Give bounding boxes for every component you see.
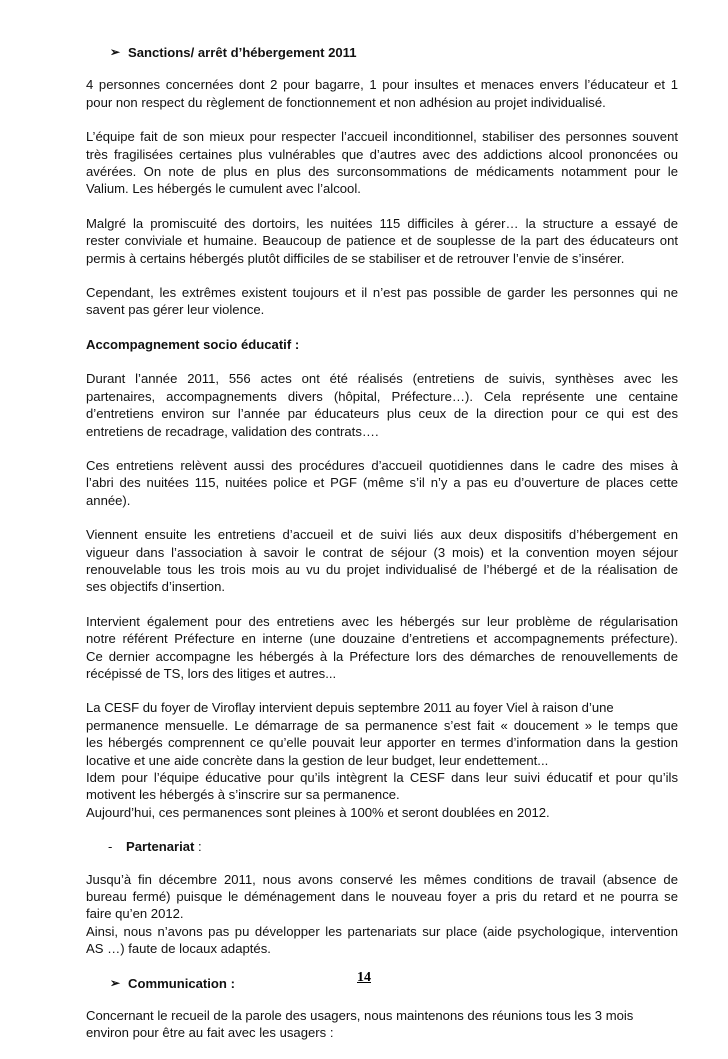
text-line: très fragilisées certaines plus vulnérables que d’autres avec des addictions alcool prononcées ou [86,146,678,162]
text-line: Cependant, les extrêmes existent toujours et il n’est pas possible de garder les personnes qui ne [86,285,678,301]
text-line: Ce dernier accompagne les hébergés à la Préfecture lors des démarches de renouvellements de [86,648,678,664]
text-line: 4 personnes concernées dont 2 pour bagarre, 1 pour insultes et menaces envers l’éducateur et 1 [86,77,678,93]
text-line: motivent les hébergés à s’inscrire sur sa permanence. [86,787,400,803]
text-line: Viennent ensuite les entretiens d’accueil et de suivi liés aux deux dispositifs d’hébergement en [86,527,678,543]
paragraph [86,284,678,319]
page-number: 14 [357,970,371,985]
text-line: récépissé de TS, lors des litiges et autres... [86,665,337,681]
text-line: faire qu’en 2012. [86,906,184,922]
paragraph [86,699,678,821]
text-line: notre référent Préfecture en interne (une douzaine d’entretiens et accompagnements préfecture). [86,631,678,647]
heading-accompagnement: Accompagnement socio éducatif : [86,336,300,352]
text-line: Intervient également pour des entretiens avec les hébergés sur leur problème de régularisation [86,613,678,629]
text-line: bureau fermé) puisque le déménagement dans le nouveau foyer a pris du retard et ne pourra se [86,889,678,905]
paragraph [86,370,678,440]
text-line: année). [86,492,131,508]
heading-partenariat [108,838,678,855]
text-line: environ pour être au fait avec les usagers : [86,1025,334,1041]
text-line: entretiens de recadrage, validation des contrats…. [86,423,379,439]
text-line: AS …) faute de locaux adaptés. [86,941,271,957]
text-line: avérées. On note de plus en plus des surconsommations de médicaments notamment pour le [86,164,678,180]
text-line: permanence mensuelle. Le démarrage de sa permanence s’est fait « doucement » le temps que [86,717,678,733]
arrow-bullet-icon: ➢ [110,975,121,990]
paragraph [86,76,678,111]
paragraph [86,457,678,509]
text-line: L’équipe fait de son mieux pour respecter l’accueil inconditionnel, stabiliser des personnes souvent [86,129,678,145]
text-line: permis à certains hébergés plutôt difficiles de se stabiliser et de retrouver l’envie de s’insérer. [86,250,625,266]
text-line: partenaires, accompagnements divers (hôpital, Préfecture…). Cela représente une centaine [86,388,678,404]
paragraph [86,871,678,958]
text-line: ses objectifs d’insertion. [86,579,226,595]
heading-partenariat-text: Partenariat [126,839,195,855]
heading-sanctions [110,44,678,61]
text-line: Ainsi, nous n’avons pas pu développer les partenariats sur place (aide psychologique, intervention [86,923,678,939]
document-page [86,44,678,1059]
text-line: pour non respect du règlement de fonctionnement et non adhésion au projet individualisé. [86,94,606,110]
text-line: les hébergés comprennent ce qu’elle pouvait leur apporter en termes d’information dans la gestion [86,735,678,751]
heading-sanctions-text: Sanctions/ arrêt d’hébergement 2011 [128,45,357,60]
text-line: renouvelable tous les trois mois au vu du projet individualisé de l’hébergé et de la réalisation de [86,561,678,577]
dash-bullet: - [108,839,113,855]
text-line: Durant l’année 2011, 556 actes ont été réalisés (entretiens de suivis, synthèses avec les [86,371,678,387]
text-line: savent pas gérer leur violence. [86,302,265,318]
paragraph [86,215,678,267]
text-line: Idem pour l’équipe éducative pour qu’ils intègrent la CESF dans leur suivi éducatif et pour qu’ils [86,770,678,785]
text-line: Aujourd’hui, ces permanences sont pleines à 100% et seront doublées en 2012. [86,804,550,820]
text-line: Malgré la promiscuité des dortoirs, les nuitées 115 difficiles à gérer… la structure a essayé de [86,215,678,231]
paragraph [86,128,678,198]
text-line: locative et une aide concrète dans la gestion de leur budget, leur endettement... [86,752,549,768]
heading-communication-text: Communication : [128,975,235,991]
text-line: vigueur dans l’association à savoir le contrat de séjour (3 mois) et la convention moyen séjour [86,544,678,560]
paragraph [86,1007,678,1042]
text-line: Jusqu’à fin décembre 2011, nous avons conservé les mêmes conditions de travail (absence de [86,871,678,887]
text-line: La CESF du foyer de Viroflay intervient depuis septembre 2011 au foyer Viel à raison d’une [86,700,614,716]
text-line: Valium. Les hébergés le cumulent avec l’alcool. [86,181,361,197]
arrow-bullet-icon: ➢ [110,45,121,59]
text-line: Concernant le recueil de la parole des usagers, nous maintenons des réunions tous les 3 mois [86,1008,634,1024]
paragraph [86,613,678,683]
text-line: d’entretiens environ sur l’année par éducateurs plus ceux de la direction pour ce qui est des [86,406,678,422]
text-line: rester conviviale et humaine. Beaucoup de patience et de souplesse de la part des éducateurs ont [86,233,678,249]
text-line: l’abri des nuitées 115, nuitées police et PGF (même s’il n’y a pas eu d’ouverture de places cette [86,475,678,491]
heading-partenariat-suffix: : [194,839,202,855]
text-line: Ces entretiens relèvent aussi des procédures d’accueil quotidiennes dans le cadre des mises à [86,457,678,473]
paragraph [86,526,678,596]
